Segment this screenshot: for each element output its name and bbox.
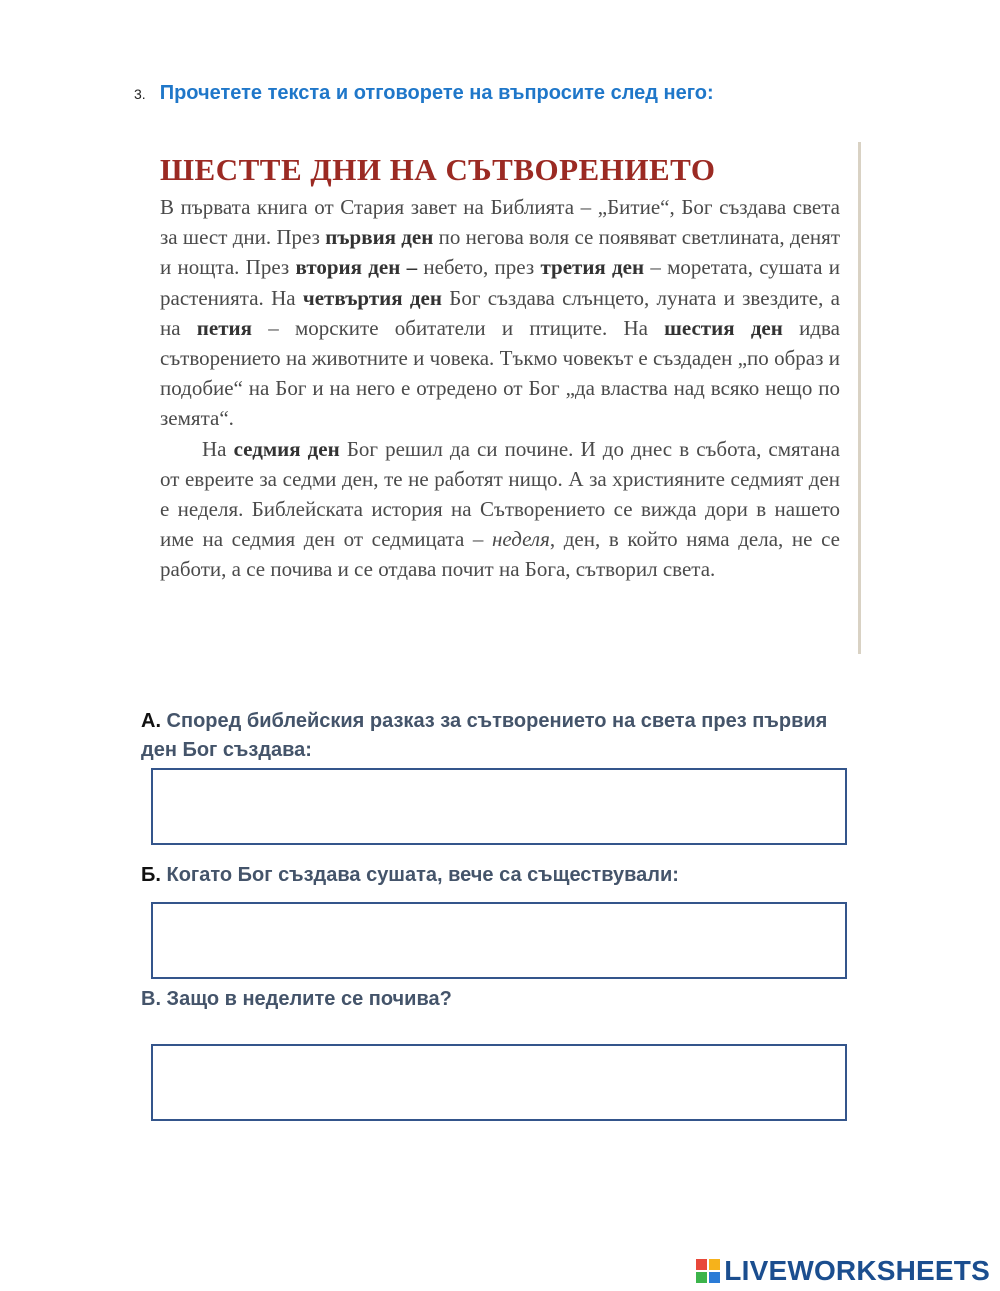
logo-grid-icon bbox=[696, 1259, 720, 1283]
keyword-fifth-day: петия bbox=[196, 315, 252, 340]
question-b-text: Когато Бог създава сушата, вече са съществували: bbox=[160, 864, 679, 886]
question-c-text: Защо в неделите се почива? bbox=[161, 988, 452, 1010]
question-a-text: Според библейския разказ за сътворението на света през първия ден Бог създава: bbox=[141, 710, 828, 761]
reading-paragraph-1: В първата книга от Стария завет на Библията – „Битие“, Бог създава света за шест дни. През първия ден по негова воля се появяват светлината, денят и нощта. През втория ден – небето, през третия ден – моретата, сушата и растенията. На четвъртия ден Бог създава слънцето, луната и звездите, а на петия – морските обитатели и птиците. На шестия ден идва сътворението на животните и човека. Тъкмо човекът е създаден „по образ и подобие“ на Бог и на него е отредено от Бог „да властва над всяко нещо по земята“. bbox=[160, 195, 841, 431]
reading-title: ШЕСТТЕ ДНИ НА СЪТВОРЕНИЕТО bbox=[160, 152, 716, 187]
answer-box-a[interactable] bbox=[151, 768, 847, 845]
logo-square-red bbox=[696, 1259, 707, 1270]
question-c bbox=[141, 985, 851, 1014]
question-a bbox=[141, 707, 851, 765]
keyword-fourth-day: четвъртия ден bbox=[302, 285, 442, 310]
logo-square-yellow bbox=[709, 1259, 720, 1270]
keyword-third-day: третия ден bbox=[540, 255, 645, 280]
keyword-first-day: първия ден bbox=[325, 225, 434, 250]
answer-box-c[interactable] bbox=[151, 1044, 847, 1121]
logo-square-blue bbox=[709, 1272, 720, 1283]
task-header bbox=[134, 82, 714, 105]
reading-passage bbox=[160, 142, 861, 654]
keyword-sixth-day: шестия ден bbox=[664, 315, 783, 340]
reading-paragraph-2: На седмия ден Бог решил да си почине. И до днес в събота, смятана от евреите за седми ден, те не работят нищо. А за християните седмият ден е неделя. Библейската история на Сътворението се вижда дори в нашето име на седмия ден от седмицата – неделя, ден, в който няма дела, не се работи, а се почива и се отдава почит на Бога, сътворил света. bbox=[160, 436, 840, 582]
keyword-sunday: неделя bbox=[492, 527, 550, 552]
brand-name: LIVEWORKSHEETS bbox=[724, 1255, 990, 1286]
keyword-second-day: втория ден – bbox=[295, 255, 418, 280]
task-number: 3. bbox=[134, 86, 146, 102]
question-b bbox=[141, 861, 851, 890]
answer-box-b[interactable] bbox=[151, 902, 847, 979]
task-instruction: Прочетете текста и отговорете на въпросите след него: bbox=[159, 82, 714, 104]
logo-square-green bbox=[696, 1272, 707, 1283]
question-a-letter: А. bbox=[141, 710, 161, 732]
question-b-letter: Б. bbox=[141, 864, 161, 886]
liveworksheets-logo bbox=[696, 1255, 990, 1287]
question-c-letter: В. bbox=[141, 988, 161, 1010]
keyword-seventh-day: седмия ден bbox=[233, 436, 340, 461]
